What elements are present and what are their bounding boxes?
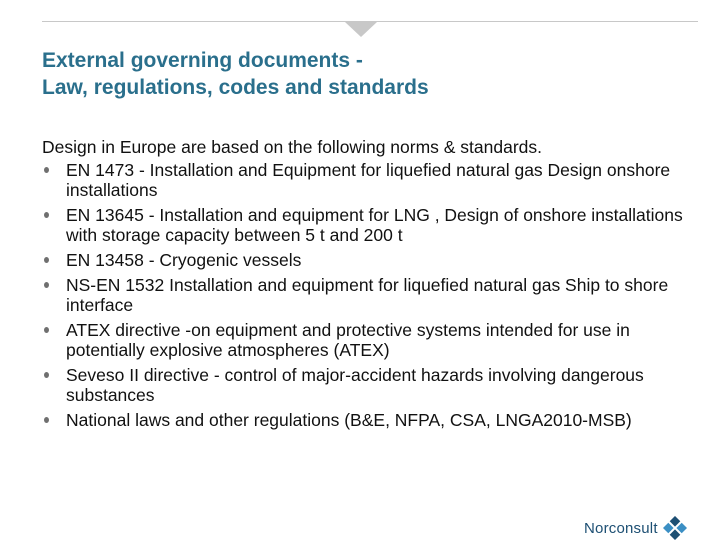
norconsult-logo xyxy=(584,515,687,541)
slide-body xyxy=(42,134,692,430)
list-item xyxy=(42,320,692,360)
list-item-text: NS-EN 1532 Installation and equipment for liquefied natural gas Ship to shore interface xyxy=(66,275,669,315)
list-item-text: EN 13458 - Cryogenic vessels xyxy=(66,250,302,270)
list-item xyxy=(42,275,692,315)
list-item xyxy=(42,250,692,270)
intro-text: Design in Europe are based on the following norms & standards. xyxy=(42,137,543,157)
title-line-2: Law, regulations, codes and standards xyxy=(42,76,429,99)
list-item-text: Seveso II directive - control of major-accident hazards involving dangerous substances xyxy=(66,365,644,405)
slide-title xyxy=(42,47,692,101)
bullet-dot-icon xyxy=(44,417,49,423)
list-item xyxy=(42,365,692,405)
list-item xyxy=(42,205,692,245)
list-item-text: ATEX directive -on equipment and protective systems intended for use in potentially explosive atmospheres (ATEX) xyxy=(66,320,630,360)
bullet-dot-icon xyxy=(44,282,49,288)
standards-list xyxy=(42,160,692,430)
bullet-dot-icon xyxy=(44,327,49,333)
bullet-dot-icon xyxy=(44,167,49,173)
norconsult-diamond-logo-icon xyxy=(663,516,687,540)
bullet-dot-icon xyxy=(44,257,49,263)
divider-notch xyxy=(345,22,377,37)
list-item-text: National laws and other regulations (B&E, NFPA, CSA, LNGA2010-MSB) xyxy=(66,410,632,430)
list-item-text: EN 13645 - Installation and equipment for LNG , Design of onshore installations with storage capacity between 5 t and 200 t xyxy=(66,205,683,245)
title-line-1: External governing documents - xyxy=(42,49,363,72)
list-item xyxy=(42,160,692,200)
logo-text: Norconsult xyxy=(584,519,658,537)
list-item xyxy=(42,410,692,430)
list-item-text: EN 1473 - Installation and Equipment for liquefied natural gas Design onshore installations xyxy=(66,160,671,200)
bullet-dot-icon xyxy=(44,372,49,378)
bullet-dot-icon xyxy=(44,212,49,218)
